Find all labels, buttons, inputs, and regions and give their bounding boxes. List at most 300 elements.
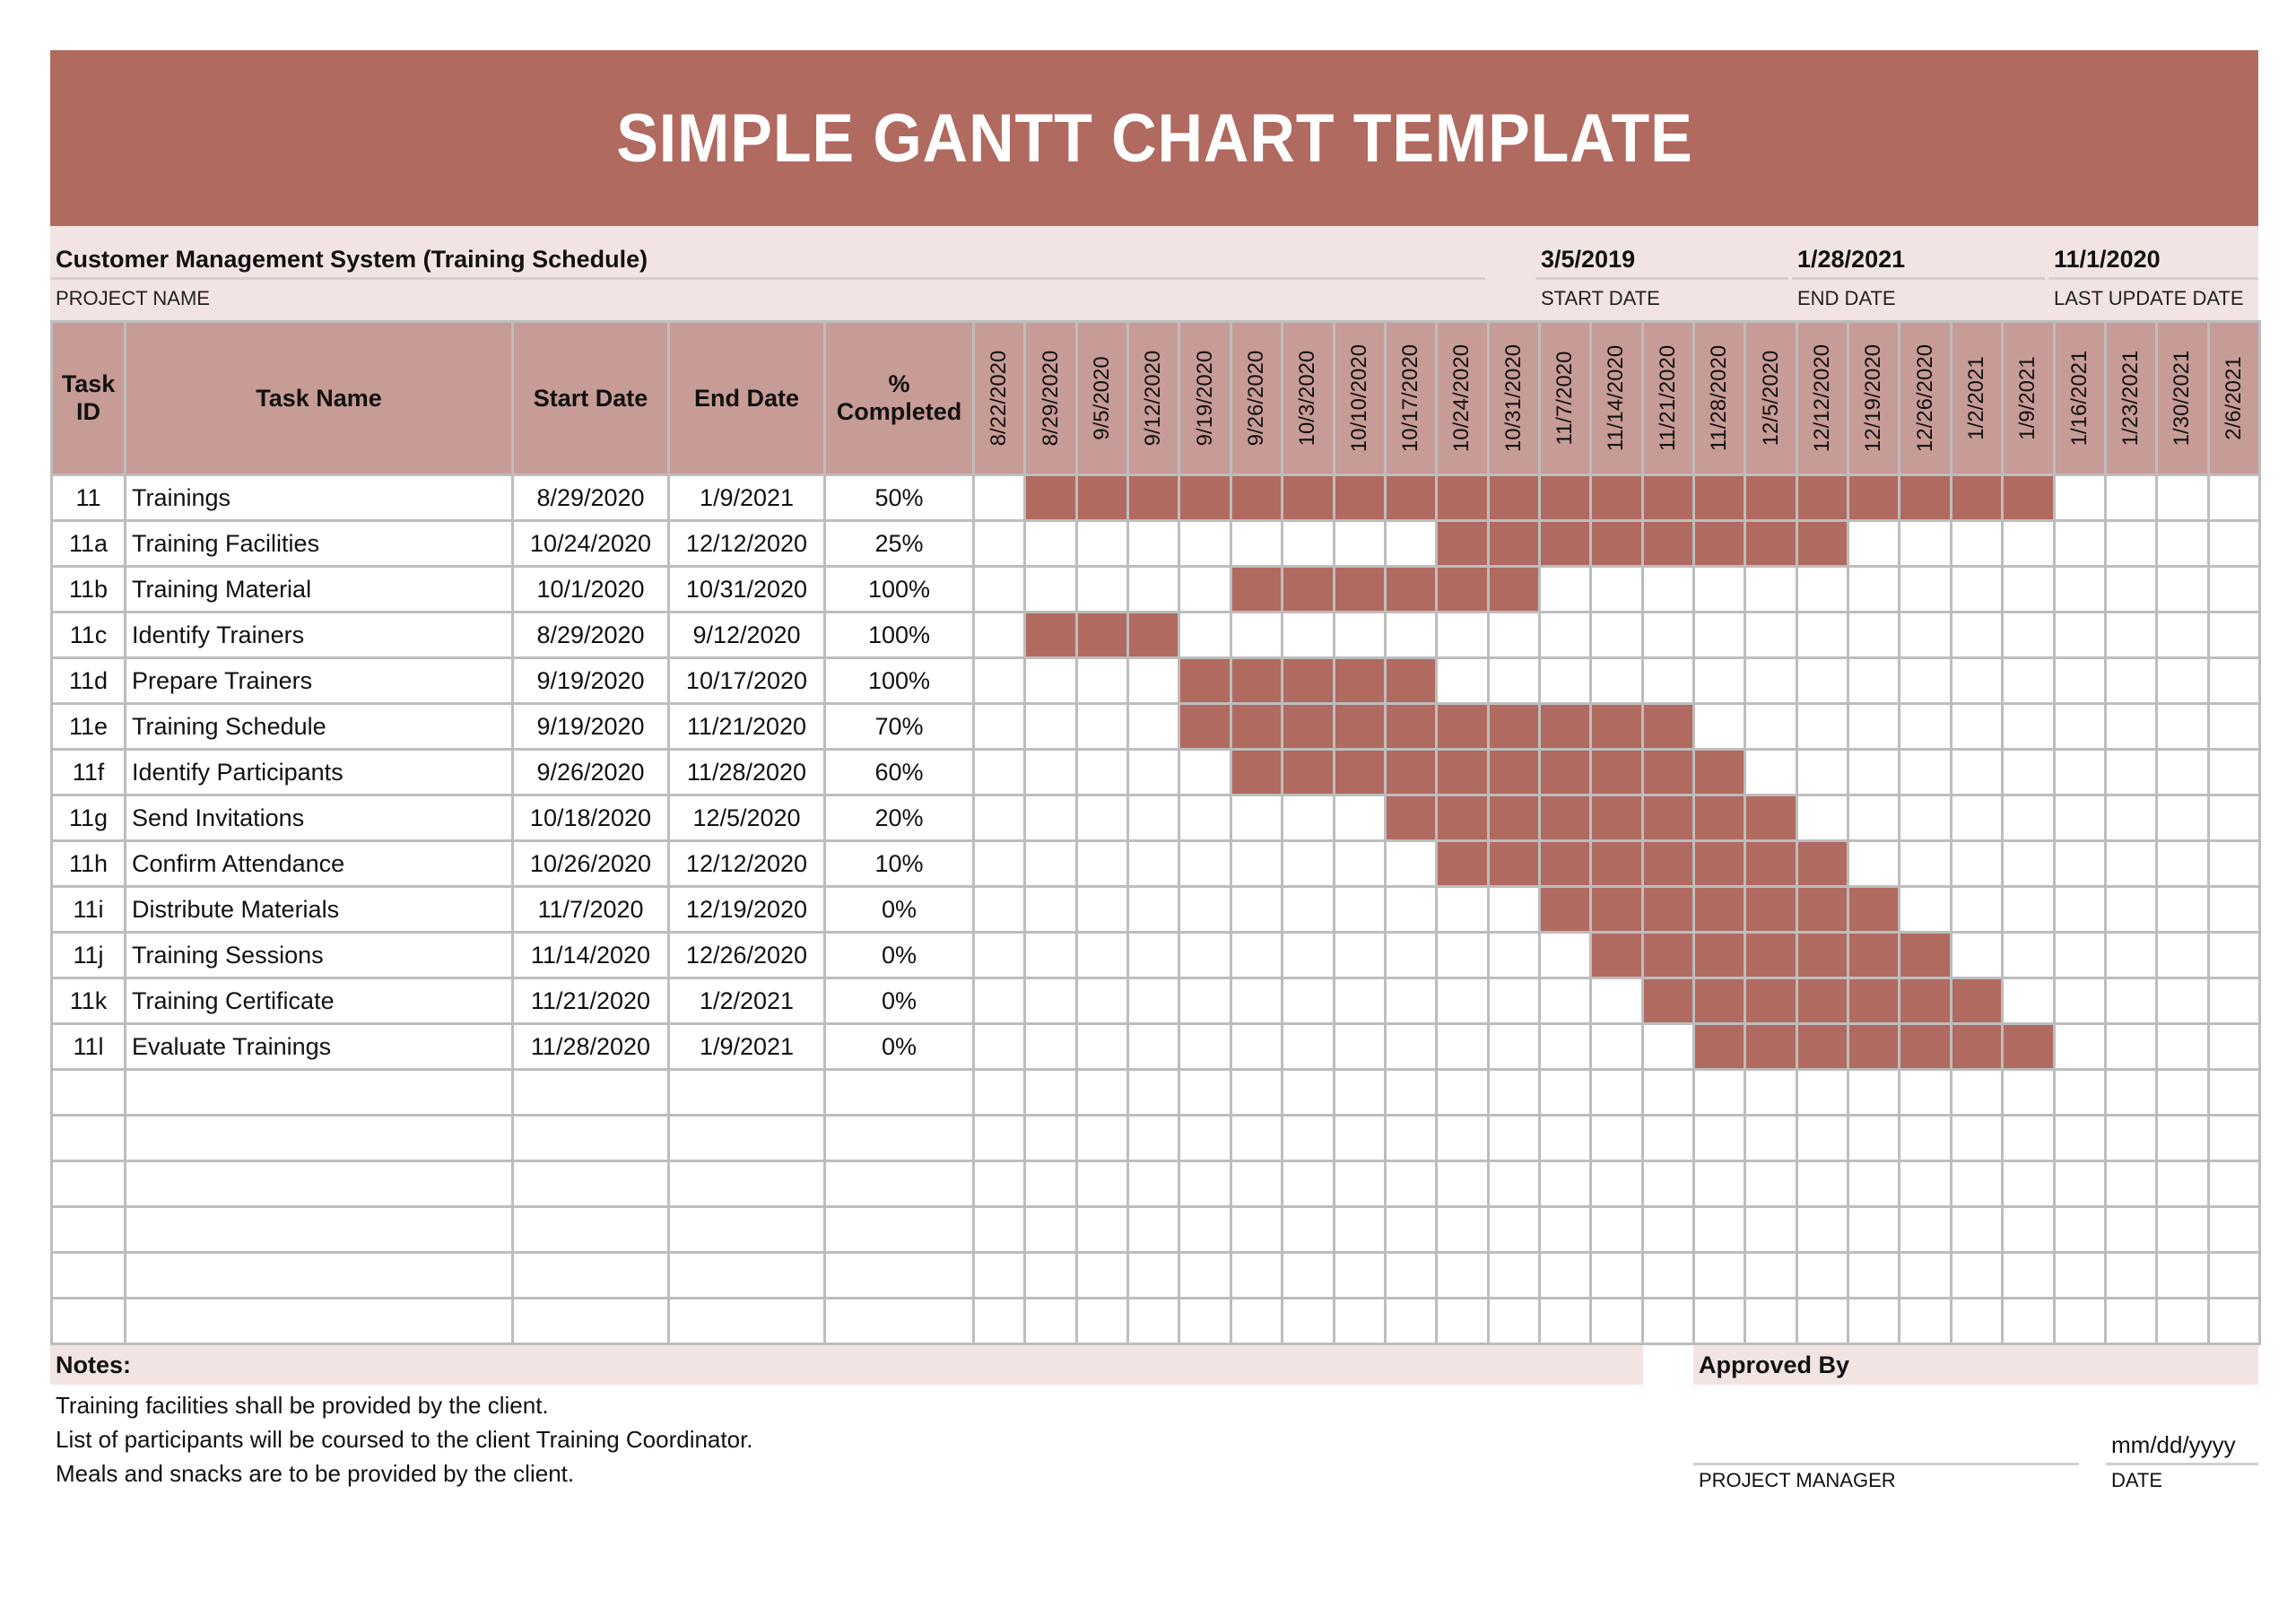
task-id[interactable]: 11f (52, 750, 126, 795)
gantt-cell (2157, 887, 2208, 933)
task-percent[interactable]: 60% (825, 750, 974, 795)
gantt-cell (1076, 841, 1127, 887)
task-start-date[interactable] (513, 1161, 669, 1207)
gantt-cell (1076, 1116, 1127, 1161)
gantt-cell (1179, 750, 1231, 795)
gantt-cell (1796, 1116, 1848, 1161)
task-end-date[interactable]: 10/31/2020 (669, 567, 825, 613)
gantt-cell (1025, 1299, 1076, 1344)
gantt-body (52, 475, 2260, 1344)
col-percent-completed: % Completed (825, 322, 974, 475)
week-label: 9/5/2020 (1089, 356, 1114, 440)
task-row (52, 704, 2260, 750)
gantt-cell (1539, 1024, 1590, 1070)
gantt-cell (1231, 1207, 1282, 1253)
gantt-cell (1642, 1024, 1693, 1070)
task-percent[interactable]: 0% (825, 1024, 974, 1070)
gantt-bar-cell (1179, 704, 1231, 750)
task-end-date[interactable] (669, 1161, 825, 1207)
task-end-date[interactable]: 10/17/2020 (669, 658, 825, 704)
gantt-cell (1025, 978, 1076, 1024)
footer (50, 1345, 2258, 1525)
gantt-cell (1642, 1161, 1693, 1207)
gantt-bar-cell (2003, 1024, 2054, 1070)
gantt-bar-cell (1848, 1024, 1900, 1070)
gantt-cell (974, 1161, 1025, 1207)
task-end-date[interactable]: 12/12/2020 (669, 841, 825, 887)
task-name[interactable]: Evaluate Trainings (126, 1024, 513, 1070)
task-end-date[interactable]: 12/26/2020 (669, 933, 825, 978)
gantt-cell (2208, 750, 2259, 795)
gantt-bar-cell (1642, 887, 1693, 933)
task-row (52, 795, 2260, 841)
task-percent[interactable]: 0% (825, 887, 974, 933)
task-end-date[interactable] (669, 1299, 825, 1344)
task-id[interactable]: 11l (52, 1024, 126, 1070)
task-percent[interactable]: 0% (825, 933, 974, 978)
gantt-cell (1128, 841, 1179, 887)
gantt-cell (1745, 750, 1796, 795)
gantt-cell (1848, 1253, 1900, 1299)
last-update-label: LAST UPDATE DATE (2054, 287, 2244, 309)
gantt-cell (1025, 1207, 1076, 1253)
gantt-cell (1128, 978, 1179, 1024)
task-start-date[interactable]: 9/26/2020 (513, 750, 669, 795)
gantt-bar-cell (1025, 475, 1076, 521)
gantt-cell (1128, 750, 1179, 795)
gantt-cell (1231, 1024, 1282, 1070)
gantt-cell (1900, 613, 1951, 658)
week-header (1437, 322, 1488, 475)
task-id[interactable]: 11k (52, 978, 126, 1024)
task-id[interactable]: 11h (52, 841, 126, 887)
gantt-cell (1539, 658, 1590, 704)
gantt-cell (1848, 658, 1900, 704)
task-id[interactable]: 11b (52, 567, 126, 613)
gantt-cell (2208, 1161, 2259, 1207)
task-id[interactable] (52, 1070, 126, 1116)
gantt-cell (1796, 704, 1848, 750)
task-start-date[interactable]: 8/29/2020 (513, 613, 669, 658)
gantt-cell (1385, 978, 1436, 1024)
gantt-cell (1951, 1207, 2002, 1253)
task-percent[interactable] (825, 1116, 974, 1161)
gantt-cell (2157, 1253, 2208, 1299)
task-percent[interactable]: 50% (825, 475, 974, 521)
gantt-cell (1848, 613, 1900, 658)
task-start-date[interactable]: 10/1/2020 (513, 567, 669, 613)
col-end-date: End Date (669, 322, 825, 475)
task-percent[interactable]: 70% (825, 704, 974, 750)
task-start-date[interactable]: 11/28/2020 (513, 1024, 669, 1070)
gantt-cell (2157, 795, 2208, 841)
gantt-cell (1231, 1253, 1282, 1299)
gantt-cell (1900, 1070, 1951, 1116)
gantt-cell (974, 1070, 1025, 1116)
gantt-cell (1334, 841, 1385, 887)
gantt-cell (1283, 521, 1334, 567)
task-row (52, 521, 2260, 567)
task-name[interactable]: Send Invitations (126, 795, 513, 841)
gantt-bar-cell (1385, 750, 1436, 795)
gantt-cell (2157, 1024, 2208, 1070)
gantt-bar-cell (1694, 750, 1745, 795)
note-line: List of participants will be coursed to the client Training Coordinator. (56, 1426, 753, 1453)
gantt-cell (1900, 1161, 1951, 1207)
task-start-date[interactable]: 10/26/2020 (513, 841, 669, 887)
week-label: 10/24/2020 (1449, 343, 1474, 453)
gantt-cell (2105, 704, 2156, 750)
gantt-cell (2054, 978, 2105, 1024)
gantt-cell (974, 613, 1025, 658)
week-label: 9/26/2020 (1243, 350, 1268, 447)
gantt-cell (1076, 658, 1127, 704)
gantt-bar-cell (1848, 933, 1900, 978)
gantt-cell (1951, 750, 2002, 795)
task-id[interactable]: 11g (52, 795, 126, 841)
gantt-cell (1951, 933, 2002, 978)
gantt-cell (1231, 978, 1282, 1024)
gantt-cell (1848, 750, 1900, 795)
gantt-cell (2054, 1024, 2105, 1070)
gantt-bar-cell (1437, 841, 1488, 887)
week-label: 12/19/2020 (1861, 343, 1886, 453)
task-id[interactable]: 11a (52, 521, 126, 567)
project-name-value: Customer Management System (Training Schedule) (56, 246, 648, 273)
gantt-cell (1025, 933, 1076, 978)
gantt-cell (1488, 933, 1539, 978)
col-start-date: Start Date (513, 322, 669, 475)
task-end-date[interactable]: 1/9/2021 (669, 1024, 825, 1070)
task-name[interactable]: Identify Participants (126, 750, 513, 795)
gantt-cell (1231, 1116, 1282, 1161)
task-row (52, 750, 2260, 795)
gantt-cell (974, 704, 1025, 750)
gantt-cell (1437, 658, 1488, 704)
task-percent[interactable]: 100% (825, 658, 974, 704)
gantt-cell (2003, 887, 2054, 933)
gantt-cell (2208, 475, 2259, 521)
task-id[interactable]: 11i (52, 887, 126, 933)
task-start-date[interactable]: 11/14/2020 (513, 933, 669, 978)
gantt-cell (1076, 887, 1127, 933)
task-start-date[interactable] (513, 1253, 669, 1299)
week-label: 1/16/2021 (2066, 350, 2092, 447)
task-percent[interactable] (825, 1253, 974, 1299)
gantt-cell (1179, 933, 1231, 978)
gantt-bar-cell (1642, 750, 1693, 795)
gantt-bar-cell (1437, 475, 1488, 521)
task-row (52, 658, 2260, 704)
task-id[interactable]: 11e (52, 704, 126, 750)
gantt-cell (2054, 567, 2105, 613)
gantt-cell (1539, 1207, 1590, 1253)
gantt-cell (2054, 933, 2105, 978)
gantt-bar-cell (1694, 521, 1745, 567)
task-percent[interactable] (825, 1161, 974, 1207)
task-name[interactable]: Prepare Trainers (126, 658, 513, 704)
week-header (1591, 322, 1642, 475)
gantt-cell (2157, 933, 2208, 978)
task-percent[interactable] (825, 1207, 974, 1253)
gantt-cell (1025, 521, 1076, 567)
gantt-bar-cell (1900, 475, 1951, 521)
gantt-cell (1488, 887, 1539, 933)
gantt-cell (1231, 887, 1282, 933)
gantt-cell (1539, 613, 1590, 658)
task-end-date[interactable]: 12/5/2020 (669, 795, 825, 841)
task-end-date[interactable] (669, 1116, 825, 1161)
task-name[interactable]: Training Material (126, 567, 513, 613)
task-name[interactable] (126, 1299, 513, 1344)
gantt-cell (2054, 704, 2105, 750)
gantt-cell (2208, 1207, 2259, 1253)
gantt-cell (1900, 658, 1951, 704)
gantt-cell (974, 1116, 1025, 1161)
gantt-cell (1642, 1116, 1693, 1161)
gantt-bar-cell (1488, 750, 1539, 795)
gantt-cell (1283, 613, 1334, 658)
gantt-cell (2105, 658, 2156, 704)
gantt-cell (2208, 887, 2259, 933)
empty-row (52, 1299, 2260, 1344)
task-end-date[interactable]: 12/19/2020 (669, 887, 825, 933)
last-update-rule (2048, 277, 2258, 280)
task-start-date[interactable] (513, 1116, 669, 1161)
task-id[interactable]: 11 (52, 475, 126, 521)
gantt-cell (974, 1253, 1025, 1299)
gantt-cell (1231, 795, 1282, 841)
task-start-date[interactable]: 9/19/2020 (513, 658, 669, 704)
gantt-cell (1694, 1207, 1745, 1253)
week-label: 1/23/2021 (2118, 350, 2144, 447)
gantt-bar-cell (1437, 567, 1488, 613)
gantt-bar-cell (1539, 841, 1590, 887)
task-name[interactable]: Identify Trainers (126, 613, 513, 658)
gantt-cell (2157, 658, 2208, 704)
gantt-cell (2208, 1253, 2259, 1299)
task-percent[interactable]: 25% (825, 521, 974, 567)
task-end-date[interactable] (669, 1070, 825, 1116)
task-end-date[interactable]: 1/2/2021 (669, 978, 825, 1024)
task-percent[interactable] (825, 1299, 974, 1344)
gantt-cell (2054, 750, 2105, 795)
gantt-bar-cell (1642, 704, 1693, 750)
gantt-cell (1745, 567, 1796, 613)
gantt-cell (1179, 1207, 1231, 1253)
gantt-cell (974, 750, 1025, 795)
task-start-date[interactable] (513, 1207, 669, 1253)
task-percent[interactable]: 100% (825, 567, 974, 613)
task-name[interactable]: Training Facilities (126, 521, 513, 567)
task-percent[interactable]: 0% (825, 978, 974, 1024)
gantt-cell (1694, 1253, 1745, 1299)
task-start-date[interactable] (513, 1070, 669, 1116)
gantt-cell (2105, 978, 2156, 1024)
gantt-cell (1334, 1070, 1385, 1116)
task-percent[interactable]: 100% (825, 613, 974, 658)
gantt-cell (2003, 841, 2054, 887)
task-name[interactable] (126, 1116, 513, 1161)
gantt-cell (1076, 1253, 1127, 1299)
task-end-date[interactable] (669, 1207, 825, 1253)
gantt-bar-cell (1488, 704, 1539, 750)
task-percent[interactable] (825, 1070, 974, 1116)
task-name[interactable]: Trainings (126, 475, 513, 521)
gantt-cell (1848, 1070, 1900, 1116)
gantt-cell (1951, 841, 2002, 887)
task-name[interactable]: Distribute Materials (126, 887, 513, 933)
gantt-cell (1745, 1207, 1796, 1253)
task-start-date[interactable]: 10/24/2020 (513, 521, 669, 567)
gantt-bar-cell (1591, 704, 1642, 750)
gantt-cell (1128, 521, 1179, 567)
task-name[interactable] (126, 1070, 513, 1116)
week-header (974, 322, 1025, 475)
gantt-bar-cell (1796, 521, 1848, 567)
task-end-date[interactable]: 9/12/2020 (669, 613, 825, 658)
gantt-cell (1334, 978, 1385, 1024)
gantt-cell (1848, 1161, 1900, 1207)
gantt-cell (1796, 1253, 1848, 1299)
gantt-bar-cell (1745, 933, 1796, 978)
gantt-cell (1694, 1070, 1745, 1116)
gantt-bar-cell (1694, 978, 1745, 1024)
gantt-cell (1591, 1299, 1642, 1344)
gantt-bar-cell (1848, 978, 1900, 1024)
gantt-cell (1900, 1299, 1951, 1344)
gantt-cell (2054, 1207, 2105, 1253)
task-start-date[interactable]: 10/18/2020 (513, 795, 669, 841)
gantt-bar-cell (1539, 521, 1590, 567)
gantt-cell (2105, 1070, 2156, 1116)
gantt-cell (2157, 750, 2208, 795)
gantt-cell (2208, 1116, 2259, 1161)
week-label: 8/29/2020 (1038, 350, 1063, 447)
gantt-cell (1231, 933, 1282, 978)
task-end-date[interactable]: 11/21/2020 (669, 704, 825, 750)
task-start-date[interactable]: 11/7/2020 (513, 887, 669, 933)
task-percent[interactable]: 20% (825, 795, 974, 841)
gantt-cell (2054, 521, 2105, 567)
gantt-bar-cell (1025, 613, 1076, 658)
task-id[interactable] (52, 1253, 126, 1299)
task-start-date[interactable]: 11/21/2020 (513, 978, 669, 1024)
gantt-cell (2105, 1207, 2156, 1253)
task-name[interactable] (126, 1161, 513, 1207)
task-id[interactable]: 11d (52, 658, 126, 704)
task-name[interactable]: Confirm Attendance (126, 841, 513, 887)
gantt-cell (2208, 841, 2259, 887)
gantt-cell (1539, 933, 1590, 978)
task-name[interactable] (126, 1253, 513, 1299)
week-header (1283, 322, 1334, 475)
gantt-cell (2003, 1207, 2054, 1253)
gantt-cell (2054, 887, 2105, 933)
gantt-bar-cell (1334, 567, 1385, 613)
gantt-cell (1848, 1116, 1900, 1161)
gantt-cell (1745, 1299, 1796, 1344)
gantt-bar-cell (1796, 475, 1848, 521)
gantt-cell (1076, 1299, 1127, 1344)
task-id[interactable]: 11j (52, 933, 126, 978)
gantt-cell (2003, 613, 2054, 658)
gantt-cell (974, 795, 1025, 841)
week-header (1385, 322, 1436, 475)
gantt-cell (1385, 1161, 1436, 1207)
task-end-date[interactable] (669, 1253, 825, 1299)
gantt-cell (974, 887, 1025, 933)
task-name[interactable]: Training Certificate (126, 978, 513, 1024)
gantt-bar-cell (1745, 795, 1796, 841)
gantt-cell (1900, 704, 1951, 750)
gantt-bar-cell (1539, 750, 1590, 795)
week-header (1488, 322, 1539, 475)
task-id[interactable] (52, 1161, 126, 1207)
gantt-cell (2208, 704, 2259, 750)
week-label: 9/12/2020 (1141, 350, 1166, 447)
gantt-cell (2054, 841, 2105, 887)
gantt-cell (1076, 1070, 1127, 1116)
notes-heading: Notes: (56, 1351, 132, 1378)
gantt-cell (2054, 1299, 2105, 1344)
gantt-cell (1128, 887, 1179, 933)
task-row (52, 475, 2260, 521)
task-percent[interactable]: 10% (825, 841, 974, 887)
gantt-cell (2054, 613, 2105, 658)
task-start-date[interactable]: 9/19/2020 (513, 704, 669, 750)
note-line: Meals and snacks are to be provided by the client. (56, 1460, 575, 1487)
gantt-cell (1076, 1207, 1127, 1253)
title-banner (50, 50, 2258, 226)
task-row (52, 1024, 2260, 1070)
week-label: 11/28/2020 (1707, 344, 1732, 452)
gantt-cell (1694, 1116, 1745, 1161)
gantt-sheet (50, 50, 2258, 1525)
gantt-cell (1488, 658, 1539, 704)
gantt-cell (2208, 658, 2259, 704)
gantt-cell (1128, 1207, 1179, 1253)
task-id[interactable] (52, 1299, 126, 1344)
project-name-label: PROJECT NAME (56, 287, 210, 309)
week-label: 10/3/2020 (1295, 350, 1320, 447)
task-end-date[interactable]: 12/12/2020 (669, 521, 825, 567)
gantt-bar-cell (1591, 521, 1642, 567)
task-start-date[interactable]: 8/29/2020 (513, 475, 669, 521)
gantt-cell (1128, 704, 1179, 750)
task-name[interactable]: Training Schedule (126, 704, 513, 750)
task-name[interactable]: Training Sessions (126, 933, 513, 978)
task-name[interactable] (126, 1207, 513, 1253)
gantt-cell (1025, 704, 1076, 750)
task-end-date[interactable]: 11/28/2020 (669, 750, 825, 795)
gantt-cell (1488, 1116, 1539, 1161)
task-start-date[interactable] (513, 1299, 669, 1344)
gantt-bar-cell (1488, 567, 1539, 613)
gantt-cell (1179, 1161, 1231, 1207)
task-end-date[interactable]: 1/9/2021 (669, 475, 825, 521)
gantt-bar-cell (1539, 795, 1590, 841)
task-id[interactable] (52, 1207, 126, 1253)
week-header (1900, 322, 1951, 475)
gantt-cell (1334, 1116, 1385, 1161)
empty-row (52, 1161, 2260, 1207)
task-id[interactable]: 11c (52, 613, 126, 658)
task-id[interactable] (52, 1116, 126, 1161)
gantt-cell (2208, 613, 2259, 658)
gantt-cell (1128, 1116, 1179, 1161)
gantt-bar-cell (1796, 841, 1848, 887)
